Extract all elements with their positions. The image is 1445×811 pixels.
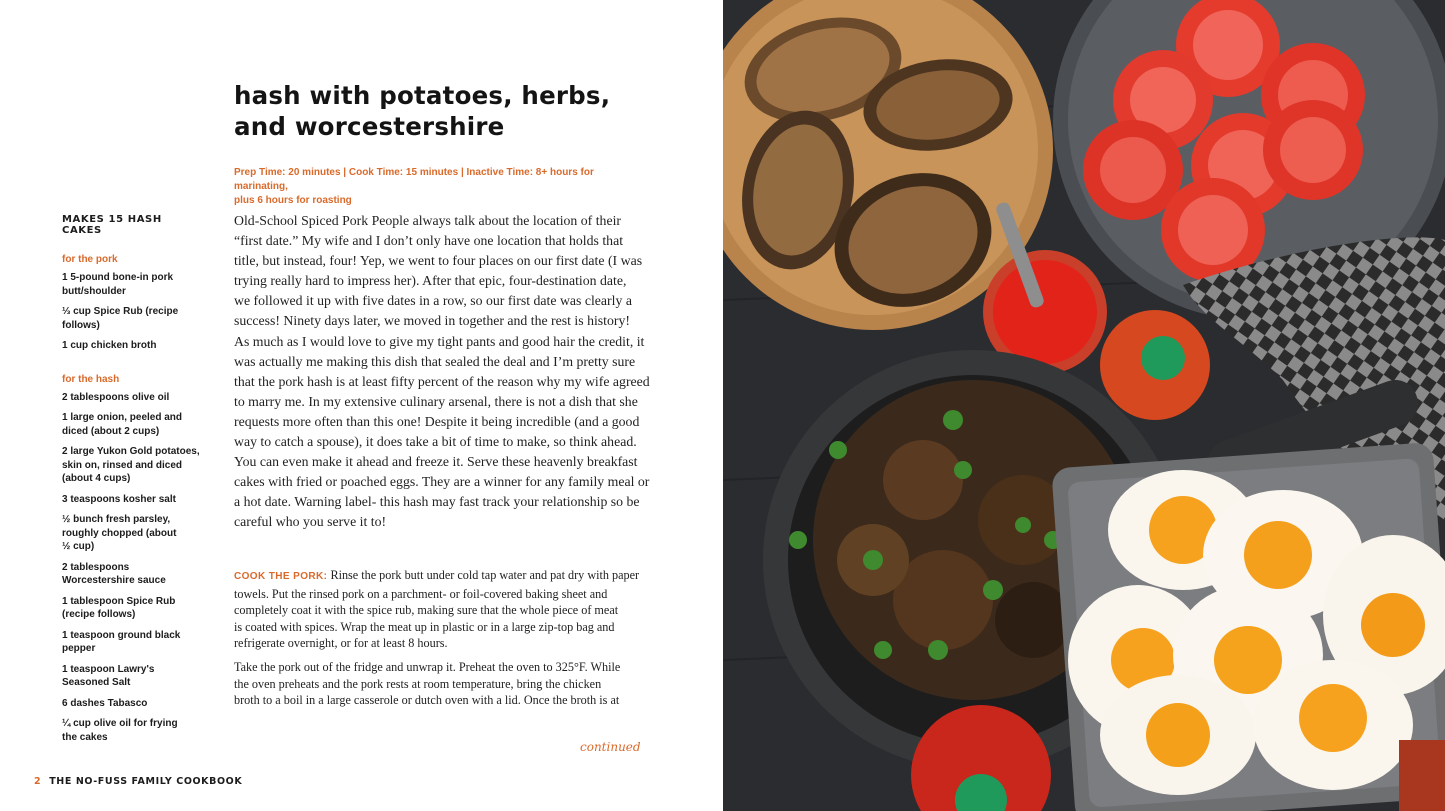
group-spacer [62, 360, 202, 373]
ingredient-line: butt/shoulder [62, 285, 126, 297]
intro-line: title, but instead, four! Yep, we went to four places on our first date (I was [234, 253, 643, 269]
ingredient-item [62, 561, 202, 588]
intro-line: Old-School Spiced Pork People always talk about the location of their [234, 213, 621, 228]
step-text: Rinse the pork butt under cold tap water and pat dry with paper [327, 568, 640, 582]
ingredient-line: ½ cup) [62, 541, 95, 552]
intro-line: trying really hard to impress her). After that epic, four-destination date, [234, 273, 627, 289]
intro-line: You can even make it ahead and freeze it. Serve these heavenly breakfast [234, 454, 638, 470]
ingredient-line: 1 large onion, peeled and [62, 412, 183, 423]
ingredient-line: (recipe follows) [62, 609, 136, 620]
recipe-intro [234, 211, 650, 533]
intro-line: that the pork hash is at least fifty percent of the reason why my wife agreed [234, 373, 650, 389]
ingredient-item [62, 411, 202, 438]
step-line: Take the pork out of the fridge and unwrap it. Preheat the oven to 325°F. While [234, 660, 621, 674]
title-line: and worcestershire [234, 112, 505, 141]
ingredient-item [62, 717, 202, 744]
ingredient-line: 2 large Yukon Gold potatoes, [62, 446, 200, 457]
ingredient-line: 1 tablespoon Spice Rub [62, 595, 176, 607]
intro-line: cakes with fried or poached eggs. They are a winner for any family meal or [234, 474, 650, 490]
ingredient-group-heading: for the hash [62, 373, 120, 385]
ingredient-line: (about 4 cups) [62, 473, 131, 484]
page-number: 2 [34, 776, 42, 787]
ingredient-line: roughly chopped (about [62, 527, 177, 539]
step-roast-pork [234, 659, 654, 709]
photo-illustration [723, 0, 1445, 811]
step-line: completely coat it with the spice rub, making sure that the whole piece of meat [234, 603, 619, 617]
book-title: THE NO-FUSS FAMILY COOKBOOK [49, 776, 243, 787]
step-label: COOK THE PORK: [234, 571, 328, 582]
ingredient-item [62, 305, 202, 332]
intro-line: careful who you serve it to! [234, 514, 387, 530]
step-line: towels. Put the rinsed pork on a parchment- or foil-covered baking sheet and [234, 586, 608, 601]
page-footer [34, 776, 242, 787]
red-utensil [1399, 740, 1445, 811]
recipe-times [234, 166, 634, 208]
intro-line: “first date.” My wife and I don’t only have one location that holds that [234, 233, 624, 249]
ingredients-sidebar [62, 214, 202, 751]
ingredient-item [62, 629, 202, 656]
ingredient-line: 1 cup chicken broth [62, 340, 157, 351]
ingredient-item [62, 339, 202, 353]
ingredient-line: the cakes [62, 731, 108, 743]
intro-line: way to catch a spouse), it does take a bit of time to make, so think ahead. [234, 434, 637, 450]
times-line: Prep Time: 20 minutes | Cook Time: 15 minutes | Inactive Time: 8+ hours for marinating, [234, 167, 594, 192]
step-line: refrigerate overnight, or for at least 8 hours. [234, 636, 448, 650]
ingredient-item [62, 445, 202, 486]
step-cook-pork [234, 567, 654, 652]
step-line: broth to a boil in a large casserole or dutch oven with a lid. Once the broth is at [234, 693, 620, 707]
intro-line: to marry me. In my extensive culinary arsenal, there is not a dish that she [234, 393, 638, 409]
ingredient-line: ⅓ cup Spice Rub (recipe [62, 306, 179, 317]
yield-label: MAKES 15 HASH CAKES [62, 214, 162, 236]
step-line [234, 567, 654, 586]
ingredient-item [62, 391, 202, 405]
intro-line: was actually me making this dish that sealed the deal and I’m pretty sure [234, 353, 636, 369]
ingredient-line: Worcestershire sauce [62, 575, 166, 586]
intro-line: success! Ninety days later, we moved in together and the rest is history! [234, 313, 631, 329]
ingredient-group-heading: for the pork [62, 254, 118, 265]
ingredient-item [62, 697, 202, 711]
intro-line: we followed it up with five dates in a row, so our first date was clearly a [234, 293, 632, 309]
ingredient-line: 1 5-pound bone-in pork [62, 272, 174, 283]
ingredient-line: ¼ cup olive oil for frying [62, 718, 178, 729]
ingredient-item [62, 271, 202, 298]
ingredient-item [62, 595, 202, 622]
ingredient-line: 1 teaspoon ground black [62, 629, 181, 641]
intro-line: As much as I would love to give my tight pants and good hair the credit, it [234, 333, 645, 349]
ingredient-line: pepper [62, 643, 96, 654]
ingredient-item [62, 513, 202, 554]
ingredient-line: diced (about 2 cups) [62, 425, 160, 437]
step-line: the oven preheats and the pork rests at room temperature, bring the chicken [234, 676, 602, 691]
ingredient-line: 2 tablespoons olive oil [62, 391, 170, 403]
times-line: plus 6 hours for roasting [234, 195, 352, 206]
intro-line: a hot date. Warning label- this hash may fast track your relationship so be [234, 494, 640, 510]
recipe-title [234, 80, 674, 142]
ingredient-item [62, 663, 202, 690]
ingredient-line: ½ bunch fresh parsley, [62, 514, 171, 525]
title-line: hash with potatoes, herbs, [234, 81, 611, 110]
ingredient-line: skin on, rinsed and diced [62, 459, 183, 471]
ingredient-line: Seasoned Salt [62, 677, 131, 688]
ingredient-line: 3 teaspoons kosher salt [62, 493, 176, 505]
ingredient-item [62, 493, 202, 507]
step-line: is coated with spices. Wrap the meat up in plastic or in a large zip-top bag and [234, 619, 615, 634]
intro-line: requests more often than this one! Despite it being incredible (and a good [234, 413, 640, 429]
ingredient-line: follows) [62, 319, 100, 331]
ingredient-line: 2 tablespoons [62, 561, 130, 573]
ingredient-line: 6 dashes Tabasco [62, 697, 148, 709]
continued-marker: continued [580, 740, 641, 754]
ingredient-line: 1 teaspoon Lawry's [62, 663, 155, 675]
breakfast-spread-photo [723, 0, 1445, 811]
